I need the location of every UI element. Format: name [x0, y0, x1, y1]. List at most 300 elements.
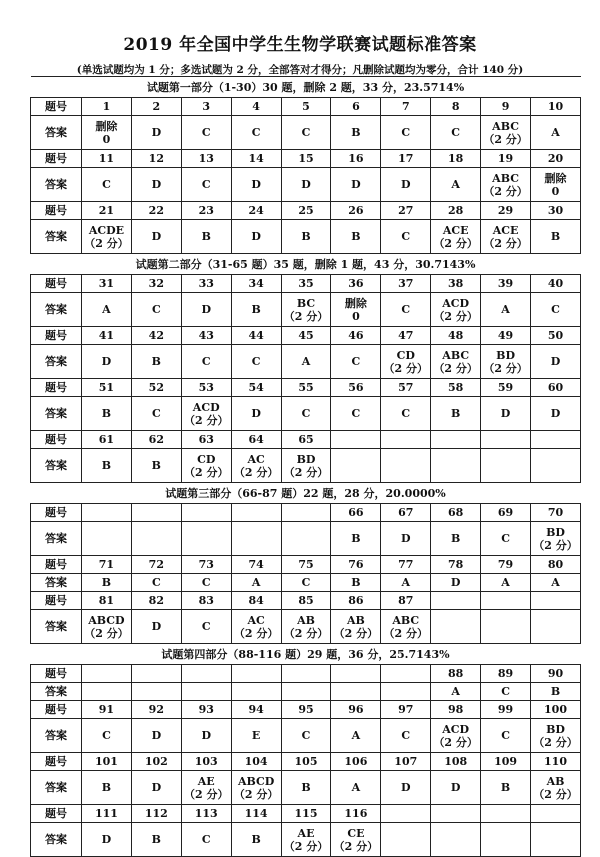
- question-number: 60: [531, 379, 581, 397]
- question-number: 98: [431, 701, 481, 719]
- answer-cell: [331, 522, 381, 556]
- question-number: 20: [531, 150, 581, 168]
- answer-cell: [131, 823, 181, 857]
- answer-cell: [431, 449, 481, 483]
- answer-value: C: [151, 576, 161, 589]
- answer-points: （2 分）: [433, 361, 478, 375]
- answer-cell: [181, 683, 231, 701]
- question-number: 59: [481, 379, 531, 397]
- question-number: 101: [82, 753, 132, 771]
- question-number: 44: [231, 327, 281, 345]
- answer-label: 答案: [31, 823, 82, 857]
- question-label: 题号: [31, 202, 82, 220]
- answer-value: B: [251, 833, 261, 846]
- answer-value: D: [251, 230, 261, 243]
- answer-value: D: [450, 576, 461, 589]
- answer-value: C: [301, 576, 311, 589]
- question-number: 106: [331, 753, 381, 771]
- answer-value: ACD: [192, 400, 220, 414]
- answer-cell: [82, 220, 132, 254]
- question-number: 70: [531, 504, 581, 522]
- answer-cell: [531, 220, 581, 254]
- question-number: 89: [481, 665, 531, 683]
- answer-cell: [82, 823, 132, 857]
- answer-row: [31, 116, 581, 150]
- question-number: 7: [381, 98, 431, 116]
- question-number: 100: [531, 701, 581, 719]
- section-header-row: [31, 644, 581, 665]
- answer-cell: [131, 449, 181, 483]
- question-number: 14: [231, 150, 281, 168]
- answer-points: （2 分）: [333, 626, 379, 640]
- question-label: 题号: [31, 753, 82, 771]
- answer-value: D: [550, 355, 561, 368]
- answer-value: B: [301, 230, 311, 243]
- question-number: [381, 665, 431, 683]
- question-number: 47: [381, 327, 431, 345]
- answer-cell: [481, 771, 531, 805]
- question-label: 题号: [31, 327, 82, 345]
- answer-cell: [481, 683, 531, 701]
- answer-value: D: [151, 729, 162, 742]
- answer-value: CE: [347, 826, 365, 840]
- question-number: 1: [82, 98, 132, 116]
- question-number: [181, 665, 231, 683]
- answer-cell: [431, 610, 481, 644]
- answer-points: （2 分）: [433, 735, 478, 749]
- answer-cell: [181, 771, 231, 805]
- question-number: 79: [481, 556, 531, 574]
- answer-cell: [281, 168, 331, 202]
- answer-value: D: [101, 355, 112, 368]
- question-number: 105: [281, 753, 331, 771]
- question-number: 9: [481, 98, 531, 116]
- answer-value: C: [401, 230, 411, 243]
- question-number: 16: [331, 150, 381, 168]
- answer-cell: [281, 449, 331, 483]
- answer-cell: [231, 220, 281, 254]
- answer-row: [31, 610, 581, 644]
- question-number: 58: [431, 379, 481, 397]
- question-number: 63: [181, 431, 231, 449]
- question-number-row: [31, 665, 581, 683]
- question-number: 71: [82, 556, 132, 574]
- answer-cell: [231, 293, 281, 327]
- answer-cell: [181, 397, 231, 431]
- question-number: 55: [281, 379, 331, 397]
- answer-cell: [281, 522, 331, 556]
- answer-cell: [381, 220, 431, 254]
- answer-value: A: [351, 729, 361, 742]
- answer-cell: [82, 168, 132, 202]
- question-number: 19: [481, 150, 531, 168]
- answer-cell: [481, 168, 531, 202]
- question-number: 68: [431, 504, 481, 522]
- answer-points: （2 分）: [183, 465, 229, 479]
- answer-row: [31, 293, 581, 327]
- question-number: 114: [231, 805, 281, 823]
- answer-cell: [331, 397, 381, 431]
- answer-value: D: [251, 178, 261, 191]
- question-number-row: [31, 150, 581, 168]
- section-header: 试题第四部分（88-116 题）29 题，36 分，25.7143%: [31, 644, 581, 665]
- answer-value: D: [151, 781, 162, 794]
- answer-points: （2 分）: [433, 236, 478, 250]
- question-number-row: [31, 275, 581, 293]
- section-header: 试题第一部分（1-30）30 题，删除 2 题，33 分，23.5714%: [31, 77, 581, 98]
- question-number: [381, 805, 431, 823]
- answer-cell: [481, 719, 531, 753]
- question-number: [531, 805, 581, 823]
- answer-label: 答案: [31, 522, 82, 556]
- answer-points: （2 分）: [283, 839, 329, 853]
- question-number: [181, 504, 231, 522]
- question-label: 题号: [31, 556, 82, 574]
- answer-cell: [531, 449, 581, 483]
- answer-value: D: [401, 532, 411, 545]
- answer-cell: [281, 823, 331, 857]
- answer-value: B: [351, 230, 361, 243]
- question-number: 17: [381, 150, 431, 168]
- answer-label: 答案: [31, 397, 82, 431]
- answer-cell: [381, 719, 431, 753]
- answer-row: [31, 168, 581, 202]
- answer-value: C: [451, 126, 461, 139]
- answer-cell: [531, 610, 581, 644]
- answer-cell: [181, 522, 231, 556]
- answer-label: 答案: [31, 574, 82, 592]
- answer-label: 答案: [31, 116, 82, 150]
- answer-value: B: [550, 685, 561, 698]
- question-number: 61: [82, 431, 132, 449]
- answer-value: C: [201, 576, 211, 589]
- answer-cell: [481, 345, 531, 379]
- answer-value: B: [151, 833, 161, 846]
- question-number: 83: [181, 592, 231, 610]
- question-number: 26: [331, 202, 381, 220]
- question-label: 题号: [31, 805, 82, 823]
- answer-cell: [181, 823, 231, 857]
- answer-value: AE: [197, 774, 215, 788]
- answer-cell: [181, 719, 231, 753]
- answer-cell: [331, 823, 381, 857]
- answer-value: ACE: [492, 223, 519, 237]
- question-number: 84: [231, 592, 281, 610]
- question-number: [231, 504, 281, 522]
- question-number: 35: [281, 275, 331, 293]
- answer-cell: [431, 345, 481, 379]
- question-label: 题号: [31, 379, 82, 397]
- question-number: 82: [131, 592, 181, 610]
- question-number: 78: [431, 556, 481, 574]
- answer-value: D: [151, 178, 162, 191]
- answer-cell: [231, 449, 281, 483]
- answer-cell: [131, 397, 181, 431]
- answer-row: [31, 522, 581, 556]
- question-label: 题号: [31, 504, 82, 522]
- answer-cell: [131, 220, 181, 254]
- answer-cell: [331, 610, 381, 644]
- question-number: 108: [431, 753, 481, 771]
- question-number: [131, 504, 181, 522]
- answer-cell: [331, 771, 381, 805]
- question-number: 41: [82, 327, 132, 345]
- answer-row: [31, 397, 581, 431]
- answer-cell: [281, 610, 331, 644]
- answer-value: AC: [247, 452, 265, 466]
- question-number: 45: [281, 327, 331, 345]
- answer-value: C: [401, 729, 411, 742]
- question-number: 18: [431, 150, 481, 168]
- answer-value: B: [550, 230, 561, 243]
- answer-points: （2 分）: [283, 309, 329, 323]
- question-number: 21: [82, 202, 132, 220]
- question-number: 116: [331, 805, 381, 823]
- answer-value: D: [301, 178, 311, 191]
- answer-value: ABCD: [88, 613, 125, 627]
- answer-value: D: [151, 126, 162, 139]
- answer-cell: [431, 293, 481, 327]
- question-number: 73: [181, 556, 231, 574]
- answer-points: （2 分）: [483, 361, 528, 375]
- answer-cell: [281, 574, 331, 592]
- section-header: 试题第三部分（66-87 题）22 题，28 分，20.0000%: [31, 483, 581, 504]
- answer-cell: [381, 293, 431, 327]
- question-number: [481, 431, 531, 449]
- question-number: [331, 665, 381, 683]
- question-number: 57: [381, 379, 431, 397]
- answer-cell: [281, 293, 331, 327]
- question-number: 2: [131, 98, 181, 116]
- answer-cell: [181, 449, 231, 483]
- answer-value: C: [102, 729, 111, 742]
- answer-cell: [331, 220, 381, 254]
- answer-label: 答案: [31, 168, 82, 202]
- question-number-row: [31, 202, 581, 220]
- question-number: 115: [281, 805, 331, 823]
- answer-value: B: [151, 355, 161, 368]
- answer-cell: [531, 345, 581, 379]
- answer-cell: [531, 683, 581, 701]
- question-number: 95: [281, 701, 331, 719]
- question-number: [531, 592, 581, 610]
- answer-value: C: [551, 303, 560, 316]
- answer-value: ACD: [442, 722, 470, 736]
- answer-value: AB: [297, 613, 315, 627]
- answer-points: 0: [102, 132, 111, 146]
- answer-value: C: [501, 729, 510, 742]
- answer-cell: [381, 522, 431, 556]
- answer-cell: [331, 574, 381, 592]
- answer-value: C: [401, 407, 411, 420]
- question-number: 39: [481, 275, 531, 293]
- answer-value: C: [201, 178, 211, 191]
- answer-cell: [281, 116, 331, 150]
- answer-cell: [531, 719, 581, 753]
- answer-cell: [381, 345, 431, 379]
- answer-label: 答案: [31, 683, 82, 701]
- question-number: 22: [131, 202, 181, 220]
- question-number: 94: [231, 701, 281, 719]
- answer-cell: [231, 823, 281, 857]
- question-number: 46: [331, 327, 381, 345]
- answer-cell: [131, 293, 181, 327]
- answer-cell: [82, 449, 132, 483]
- answer-cell: [481, 116, 531, 150]
- answer-cell: [481, 823, 531, 857]
- answer-cell: [381, 683, 431, 701]
- answer-points: （2 分）: [483, 132, 528, 146]
- answer-value: A: [501, 303, 510, 316]
- question-number-row: [31, 431, 581, 449]
- answer-value: 删除: [544, 171, 567, 185]
- answer-cell: [281, 220, 331, 254]
- answer-value: B: [301, 781, 311, 794]
- question-number-row: [31, 753, 581, 771]
- question-number: 69: [481, 504, 531, 522]
- answer-cell: [331, 168, 381, 202]
- answer-cell: [481, 449, 531, 483]
- answer-cell: [131, 116, 181, 150]
- answer-points: 0: [551, 184, 560, 198]
- answer-cell: [531, 116, 581, 150]
- question-number: 85: [281, 592, 331, 610]
- answer-value: B: [201, 230, 211, 243]
- answer-value: ABC: [392, 613, 420, 627]
- answer-label: 答案: [31, 293, 82, 327]
- answer-value: C: [201, 355, 211, 368]
- answer-value: D: [201, 729, 211, 742]
- question-number: 97: [381, 701, 431, 719]
- question-number: [431, 805, 481, 823]
- answer-cell: [531, 771, 581, 805]
- question-number: 40: [531, 275, 581, 293]
- answer-value: CD: [197, 452, 216, 466]
- question-number: 81: [82, 592, 132, 610]
- question-label: 题号: [31, 665, 82, 683]
- answer-value: C: [351, 407, 361, 420]
- answer-value: ACE: [442, 223, 469, 237]
- answer-row: [31, 220, 581, 254]
- answer-cell: [231, 683, 281, 701]
- answer-cell: [331, 719, 381, 753]
- answer-cell: [381, 116, 431, 150]
- answer-points: （2 分）: [433, 309, 478, 323]
- question-label: 题号: [31, 701, 82, 719]
- answer-cell: [181, 574, 231, 592]
- answer-cell: [481, 574, 531, 592]
- answer-value: A: [551, 126, 560, 139]
- answer-points: （2 分）: [333, 839, 379, 853]
- answer-value: AB: [346, 613, 365, 627]
- question-number: 54: [231, 379, 281, 397]
- answer-cell: [181, 116, 231, 150]
- question-number-row: [31, 98, 581, 116]
- question-number: 64: [231, 431, 281, 449]
- answer-value: AC: [247, 613, 265, 627]
- answer-value: D: [151, 620, 162, 633]
- answer-value: C: [401, 126, 411, 139]
- question-number: 30: [531, 202, 581, 220]
- answer-cell: [381, 168, 431, 202]
- answer-cell: [431, 168, 481, 202]
- answer-points: （2 分）: [483, 184, 528, 198]
- question-number: 87: [381, 592, 431, 610]
- question-number: 109: [481, 753, 531, 771]
- answer-label: 答案: [31, 771, 82, 805]
- question-number: 103: [181, 753, 231, 771]
- question-number-row: [31, 556, 581, 574]
- answer-value: BD: [296, 452, 316, 466]
- answer-cell: [181, 220, 231, 254]
- answer-value: BD: [496, 348, 515, 362]
- question-number: [431, 431, 481, 449]
- answer-cell: [82, 719, 132, 753]
- question-number-row: [31, 504, 581, 522]
- question-label: 题号: [31, 592, 82, 610]
- answer-value: B: [101, 576, 112, 589]
- answer-cell: [381, 574, 431, 592]
- question-number: 34: [231, 275, 281, 293]
- answer-value: C: [301, 729, 311, 742]
- answer-cell: [231, 345, 281, 379]
- question-number: 12: [131, 150, 181, 168]
- question-number: 96: [331, 701, 381, 719]
- question-number: 27: [381, 202, 431, 220]
- answer-cell: [481, 220, 531, 254]
- section-header-row: [31, 77, 581, 98]
- answer-value: C: [102, 178, 111, 191]
- answer-cell: [431, 719, 481, 753]
- question-number: 107: [381, 753, 431, 771]
- answer-value: 删除: [95, 119, 118, 133]
- answer-cell: [281, 771, 331, 805]
- answer-value: A: [251, 576, 261, 589]
- answer-points: （2 分）: [233, 626, 279, 640]
- answer-value: B: [101, 781, 112, 794]
- answer-table: [30, 76, 581, 857]
- answer-value: C: [151, 303, 161, 316]
- question-number: 62: [131, 431, 181, 449]
- question-number-row: [31, 701, 581, 719]
- answer-row: [31, 449, 581, 483]
- question-number: 37: [381, 275, 431, 293]
- answer-cell: [231, 116, 281, 150]
- answer-cell: [431, 823, 481, 857]
- question-number: 4: [231, 98, 281, 116]
- answer-row: [31, 823, 581, 857]
- answer-points: （2 分）: [533, 538, 578, 552]
- answer-cell: [381, 449, 431, 483]
- answer-cell: [231, 719, 281, 753]
- answer-row: [31, 574, 581, 592]
- answer-cell: [82, 293, 132, 327]
- question-number: 110: [531, 753, 581, 771]
- answer-value: B: [451, 407, 461, 420]
- answer-cell: [431, 397, 481, 431]
- answer-label: 答案: [31, 220, 82, 254]
- answer-cell: [431, 220, 481, 254]
- answer-cell: [82, 522, 132, 556]
- answer-cell: [381, 610, 431, 644]
- answer-row: [31, 683, 581, 701]
- answer-points: （2 分）: [483, 236, 528, 250]
- answer-value: ACDE: [88, 223, 125, 237]
- answer-value: BD: [546, 525, 565, 539]
- question-number: 92: [131, 701, 181, 719]
- answer-value: A: [301, 355, 311, 368]
- answer-points: （2 分）: [233, 787, 279, 801]
